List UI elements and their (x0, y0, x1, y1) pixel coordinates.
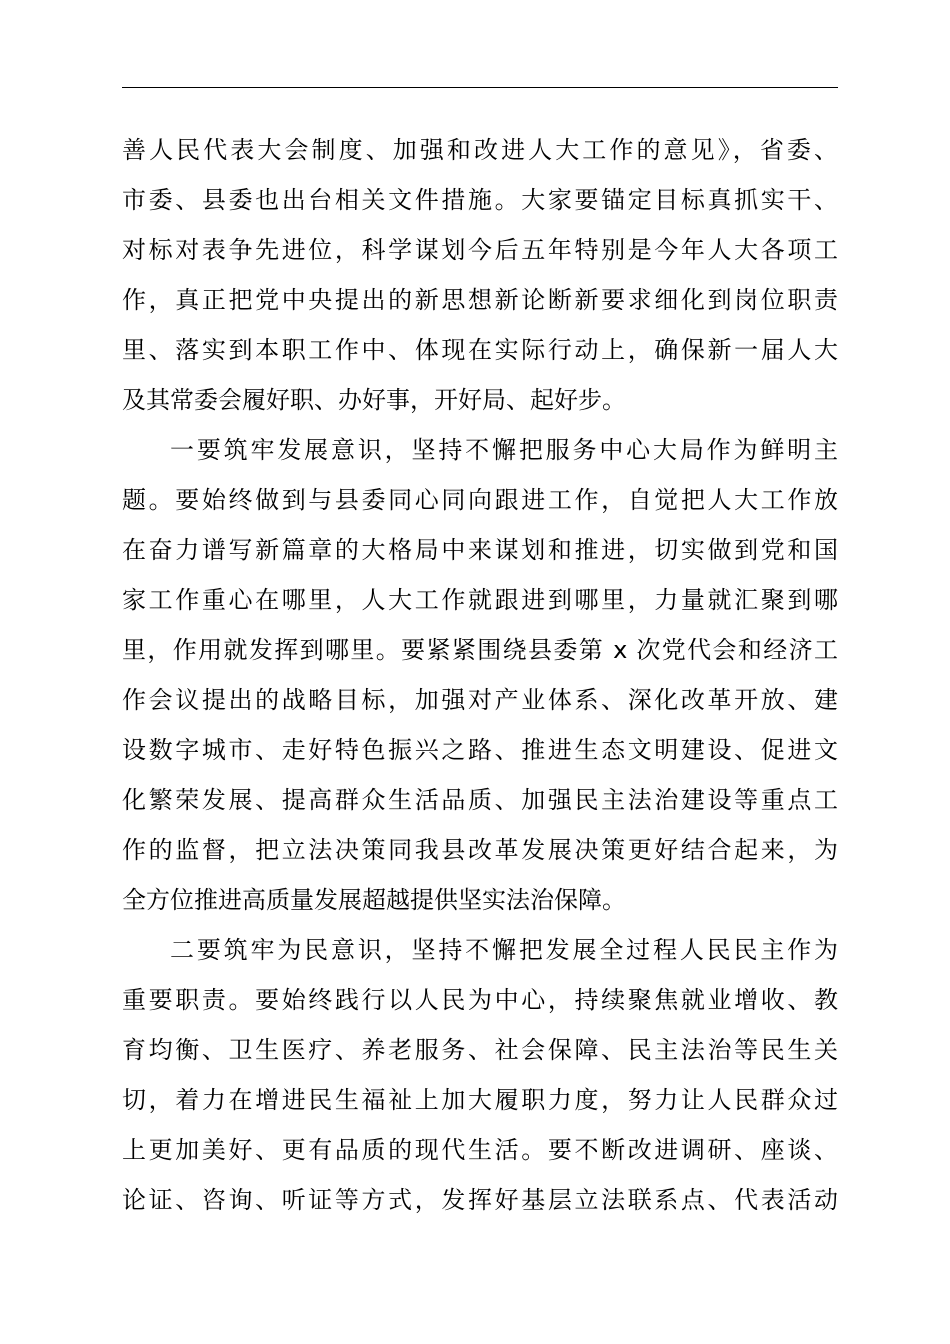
text-line: 育均衡、卫生医疗、养老服务、社会保障、民主法治等民生关 (122, 1036, 838, 1064)
text-line: 里、落实到本职工作中、体现在实际行动上，确保新一届人大 (122, 336, 838, 364)
text-line: 在奋力谱写新篇章的大格局中来谋划和推进，切实做到党和国 (122, 536, 838, 564)
paragraph-end-line: 及其常委会履好职、办好事，开好局、起好步。 (122, 386, 626, 414)
text-line: 里，作用就发挥到哪里。要紧紧围绕县委第 x 次党代会和经济工 (122, 636, 838, 664)
paragraph-first-line: 一要筑牢发展意识，坚持不懈把服务中心大局作为鲜明主 (170, 436, 838, 464)
text-line: 论证、咨询、听证等方式，发挥好基层立法联系点、代表活动 (122, 1186, 838, 1214)
text-line: 作，真正把党中央提出的新思想新论断新要求细化到岗位职责 (122, 286, 838, 314)
text-line: 题。要始终做到与县委同心同向跟进工作，自觉把人大工作放 (122, 486, 838, 514)
paragraph-first-line: 二要筑牢为民意识，坚持不懈把发展全过程人民民主作为 (170, 936, 838, 964)
header-rule (122, 87, 838, 88)
paragraph-end-line: 全方位推进高质量发展超越提供坚实法治保障。 (122, 886, 626, 914)
text-line: 市委、县委也出台相关文件措施。大家要锚定目标真抓实干、 (122, 186, 838, 214)
text-line: 作会议提出的战略目标，加强对产业体系、深化改革开放、建 (122, 686, 838, 714)
text-line: 切，着力在增进民生福祉上加大履职力度，努力让人民群众过 (122, 1086, 838, 1114)
text-line: 上更加美好、更有品质的现代生活。要不断改进调研、座谈、 (122, 1136, 838, 1164)
text-line: 对标对表争先进位，科学谋划今后五年特别是今年人大各项工 (122, 236, 838, 264)
text-line: 善人民代表大会制度、加强和改进人大工作的意见》，省委、 (122, 136, 838, 164)
text-line: 重要职责。要始终践行以人民为中心，持续聚焦就业增收、教 (122, 986, 838, 1014)
text-line: 作的监督，把立法决策同我县改革发展决策更好结合起来，为 (122, 836, 838, 864)
text-line: 化繁荣发展、提高群众生活品质、加强民主法治建设等重点工 (122, 786, 838, 814)
text-line: 家工作重心在哪里，人大工作就跟进到哪里，力量就汇聚到哪 (122, 586, 838, 614)
body-text (122, 125, 838, 1225)
text-line: 设数字城市、走好特色振兴之路、推进生态文明建设、促进文 (122, 736, 838, 764)
